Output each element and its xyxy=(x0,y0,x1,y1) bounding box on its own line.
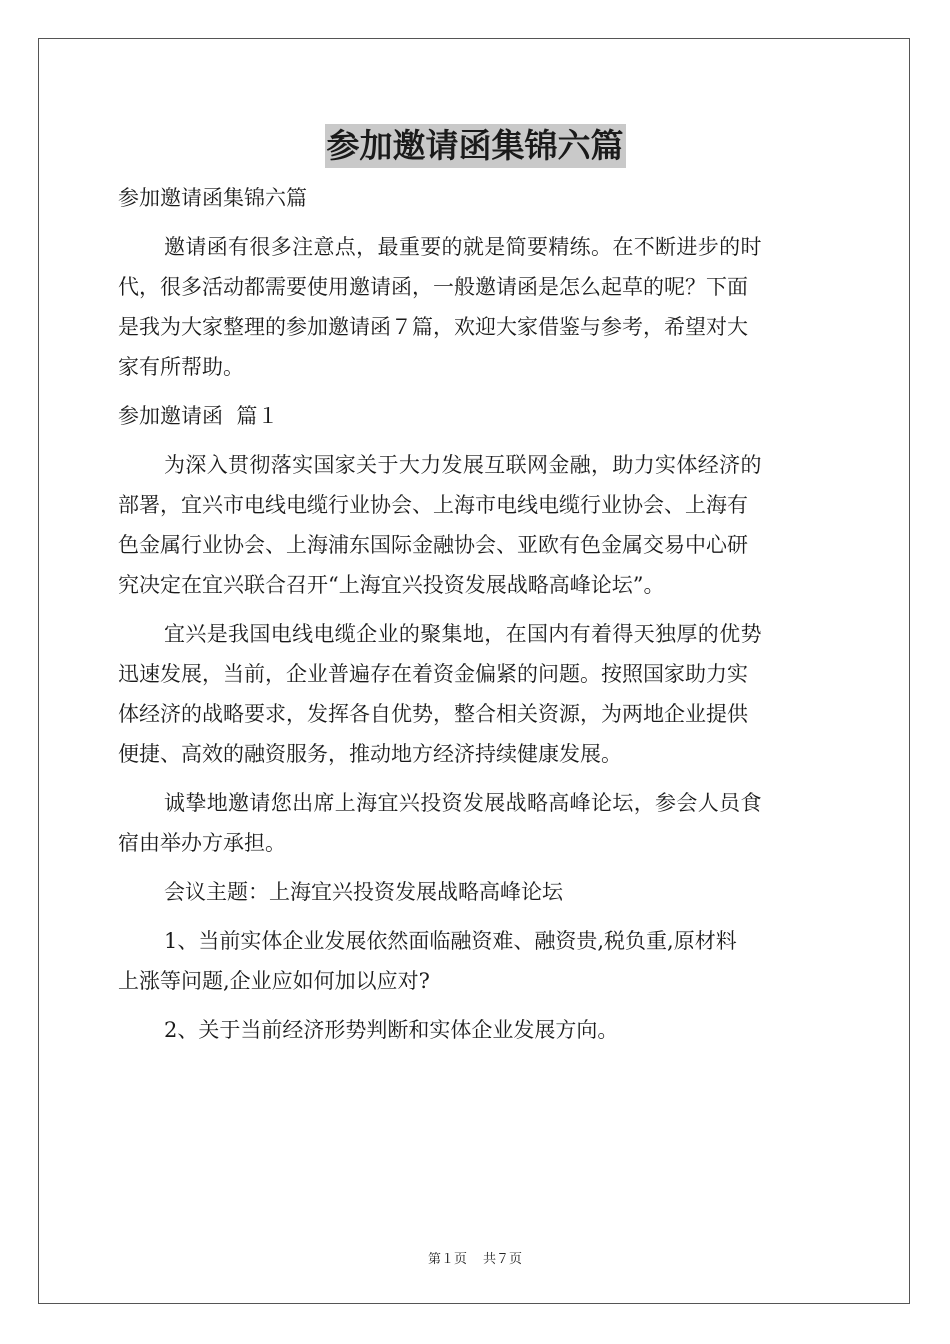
page-total: 共７页 xyxy=(483,1252,523,1267)
page-number: 第１页 xyxy=(427,1252,467,1267)
paragraph-6 xyxy=(118,1010,834,1050)
subtitle-paragraph xyxy=(118,178,834,218)
paragraph-line: 宿由举办方承担。 xyxy=(118,831,286,855)
document-subtitle: 参加邀请函集锦六篇 xyxy=(118,186,307,210)
paragraph-5 xyxy=(118,921,834,1001)
intro-line: 是我为大家整理的参加邀请函７篇，欢迎大家借鉴与参考，希望对大 xyxy=(118,315,748,339)
document-title: 参加邀请函集锦六篇 xyxy=(325,124,626,168)
intro-line: 邀请函有很多注意点，最重要的就是简要精练。在不断进步的时 xyxy=(164,235,762,259)
intro-line: 家有所帮助。 xyxy=(118,355,244,379)
paragraph-line: 部署，宜兴市电线电缆行业协会、上海市电线电缆行业协会、上海有 xyxy=(118,493,748,517)
paragraph-4 xyxy=(118,872,834,912)
document-body xyxy=(118,178,834,1059)
title-container xyxy=(0,124,950,168)
paragraph-line: 1、当前实体企业发展依然面临融资难、融资贵,税负重,原材料 xyxy=(164,929,737,953)
paragraph-line: 色金属行业协会、上海浦东国际金融协会、亚欧有色金属交易中心研 xyxy=(118,533,748,557)
page-footer xyxy=(0,1248,950,1267)
paragraph-line: 体经济的战略要求，发挥各自优势，整合相关资源，为两地企业提供 xyxy=(118,702,748,726)
paragraph-line: 究决定在宜兴联合召开“上海宜兴投资发展战略高峰论坛”。 xyxy=(118,573,665,597)
intro-paragraph xyxy=(118,227,834,387)
paragraph-3 xyxy=(118,783,834,863)
paragraph-1 xyxy=(118,445,834,605)
intro-line: 代，很多活动都需要使用邀请函，一般邀请函是怎么起草的呢？下面 xyxy=(118,275,748,299)
paragraph-line: 2、关于当前经济形势判断和实体企业发展方向。 xyxy=(164,1018,619,1042)
section-heading-paragraph xyxy=(118,396,834,436)
paragraph-line: 会议主题：上海宜兴投资发展战略高峰论坛 xyxy=(164,880,563,904)
paragraph-line: 宜兴是我国电线电缆企业的聚集地，在国内有着得天独厚的优势 xyxy=(164,622,762,646)
paragraph-line: 诚挚地邀请您出席上海宜兴投资发展战略高峰论坛，参会人员食 xyxy=(164,791,762,815)
paragraph-line: 便捷、高效的融资服务，推动地方经济持续健康发展。 xyxy=(118,742,622,766)
paragraph-2 xyxy=(118,614,834,774)
paragraph-line: 迅速发展，当前，企业普遍存在着资金偏紧的问题。按照国家助力实 xyxy=(118,662,748,686)
paragraph-line: 为深入贯彻落实国家关于大力发展互联网金融，助力实体经济的 xyxy=(164,453,762,477)
paragraph-line: 上涨等问题,企业应如何加以应对? xyxy=(118,969,430,993)
section-heading: 参加邀请函 篇１ xyxy=(118,404,279,428)
